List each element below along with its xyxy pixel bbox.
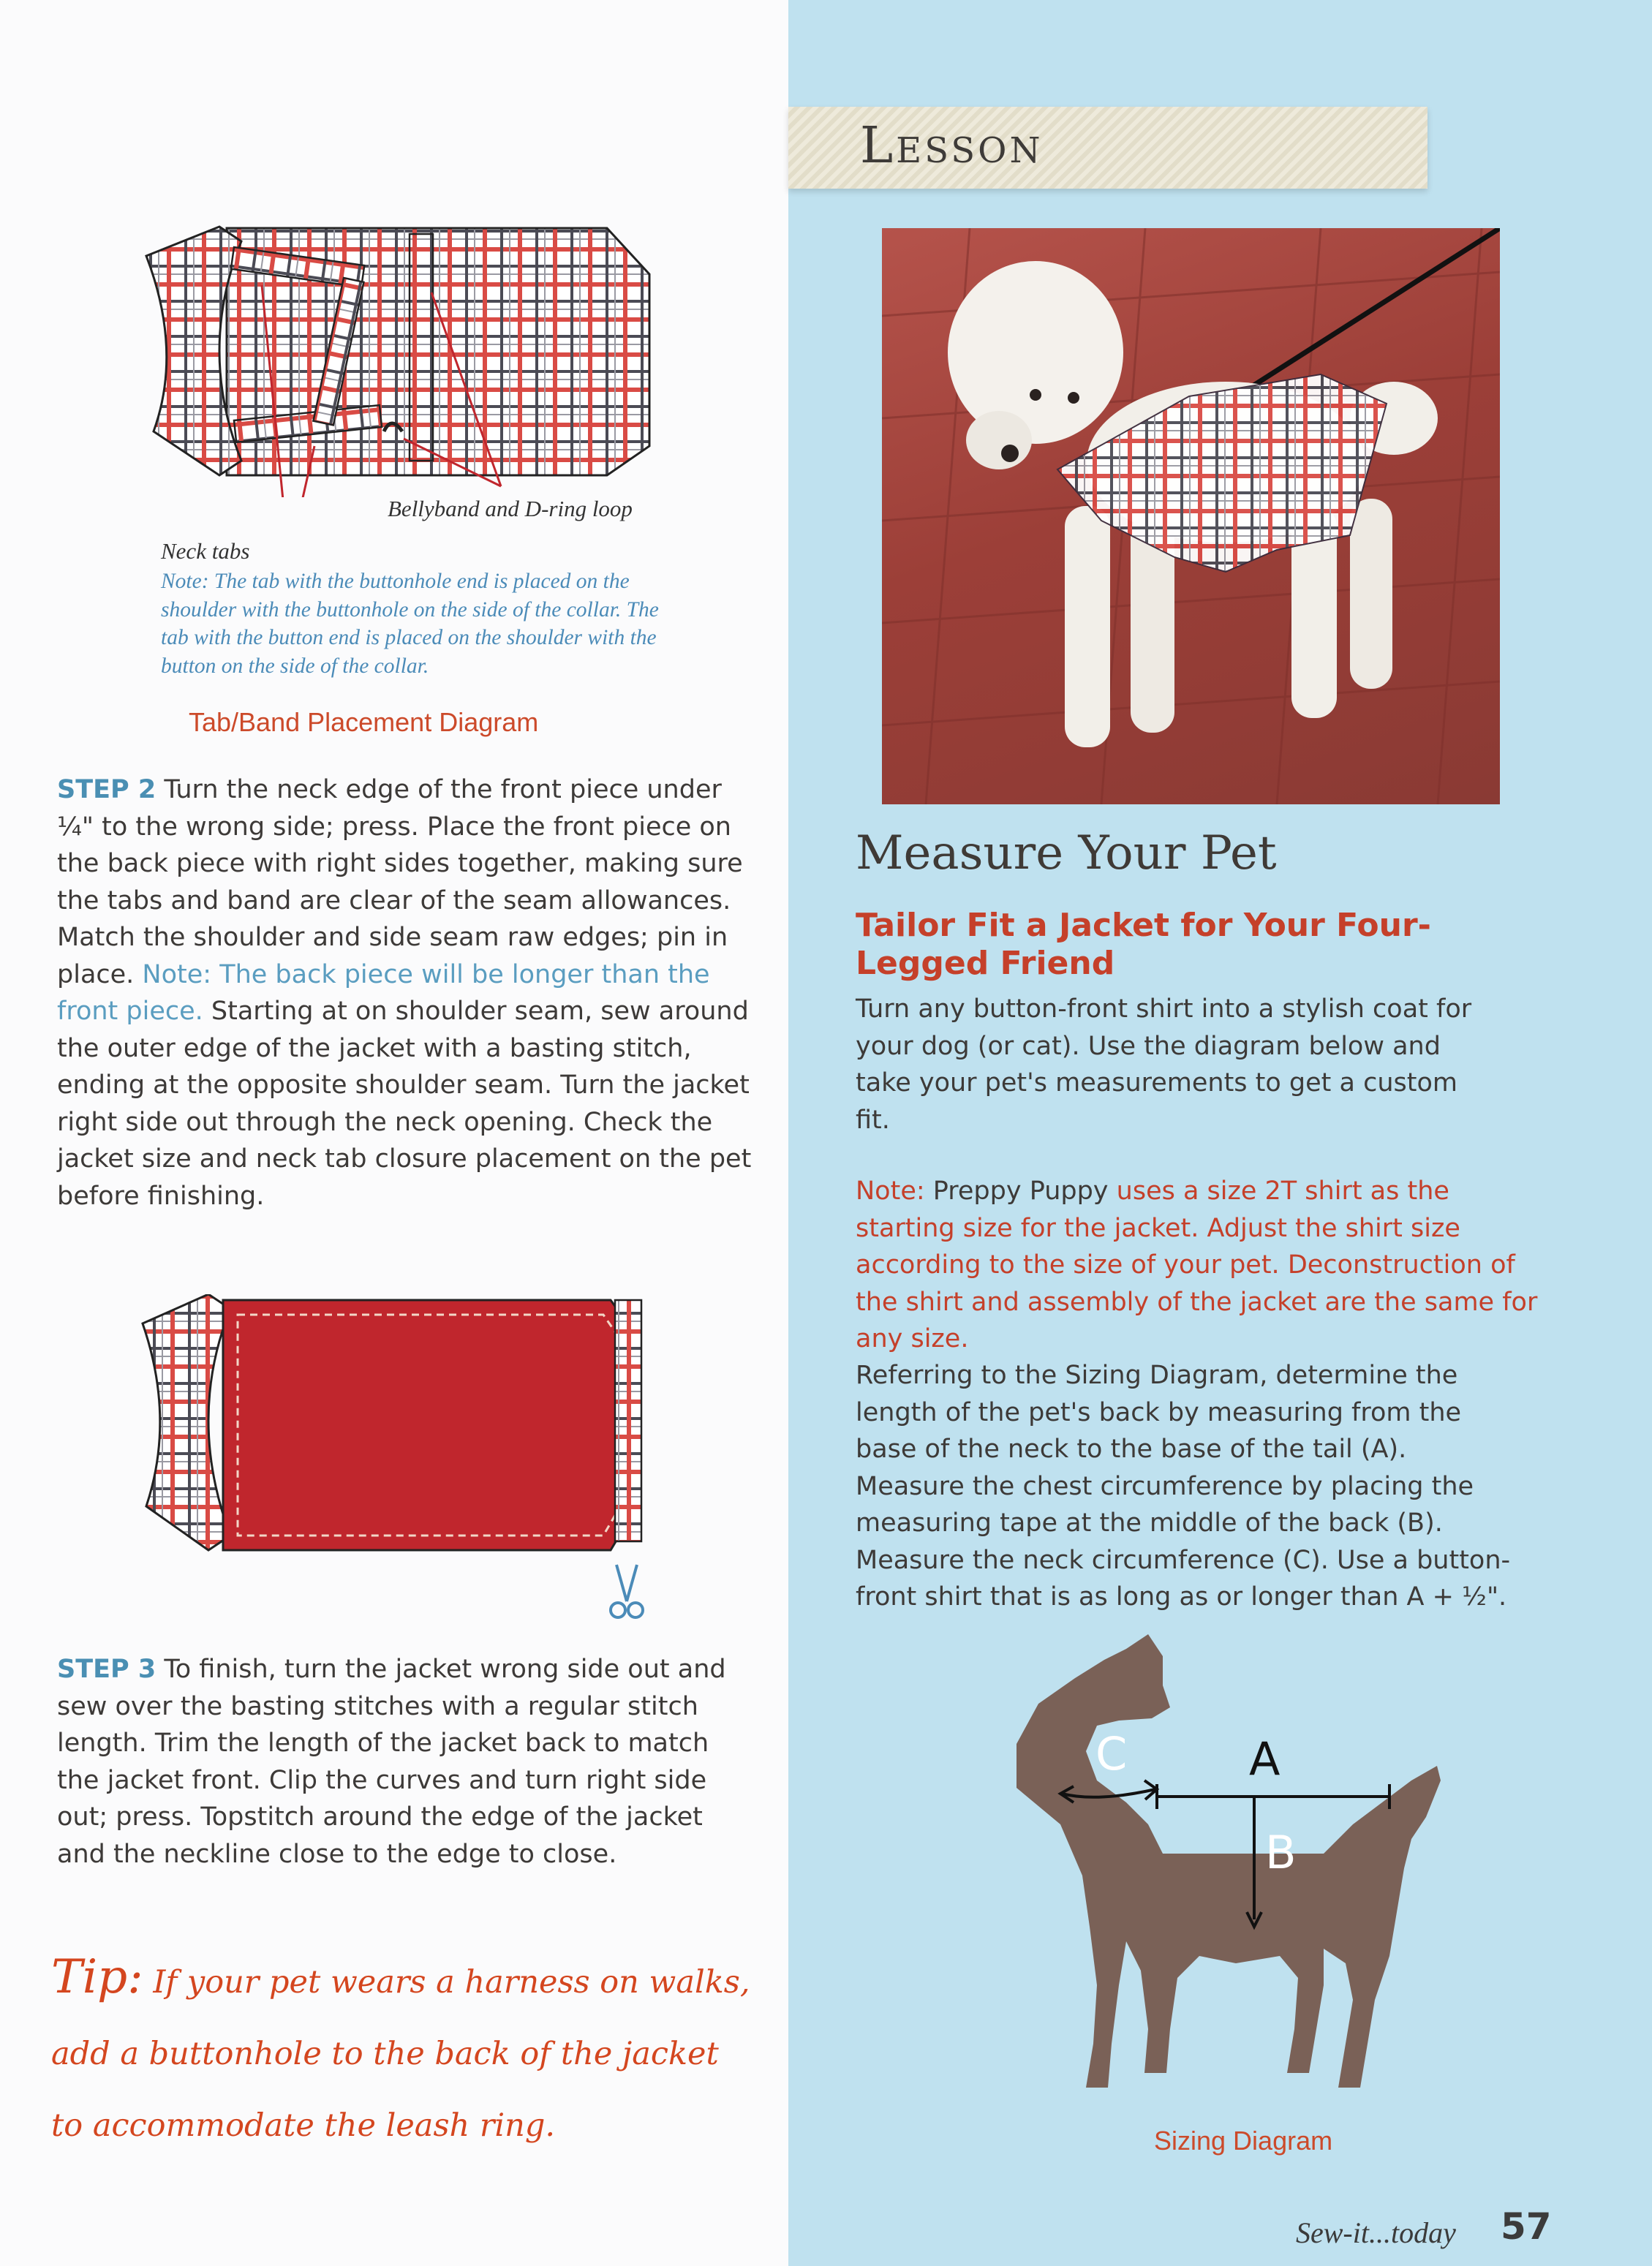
step2-paragraph xyxy=(57,771,755,1215)
step2-text-a: Turn the neck edge of the front piece under ¼" to the wrong side; press. Place the front piece on the back piece with right sides together, making sure the tabs and band are clear of the seam allowances. Match the shoulder and side seam raw edges; pin in place. xyxy=(57,775,743,989)
step3-text: To finish, turn the jacket wrong side out and sew over the basting stitches with a regular stitch length. Trim the length of the jacket back to match the jacket front. Clip the curves and turn right side out; press. Topstitch around the edge of the jacket and the neckline close to the edge to close. xyxy=(57,1655,726,1869)
label-b: B xyxy=(1265,1826,1297,1879)
step3-paragraph xyxy=(57,1651,755,1873)
tip-callout xyxy=(51,1941,753,2161)
intro-paragraph: Turn any button-front shirt into a stylish coat for your dog (or cat). Use the diagram below and take your pet's measurements to get a custom fit. xyxy=(856,994,1472,1135)
magazine-name: Sew-it...today xyxy=(1296,2216,1456,2249)
step3-label: STEP 3 xyxy=(57,1655,156,1684)
bellyband-label: Bellyband and D-ring loop xyxy=(388,496,633,521)
sizing-caption: Sizing Diagram xyxy=(1154,2126,1333,2156)
lesson-label: Lesson xyxy=(860,117,1044,175)
scissors-icon xyxy=(611,1565,643,1617)
tab-band-caption: Tab/Band Placement Diagram xyxy=(189,707,539,737)
sizing-diagram xyxy=(1017,1634,1455,2102)
step2-text-b: Starting at on shoulder seam, sew around the outer edge of the jacket with a basting stitch, ending at the opposite shoulder seam. Turn the jacket right side out through the neck opening. Check the jacket size and neck tab closure placement on the pet before finishing. xyxy=(57,997,752,1211)
tip-text: If your pet wears a harness on walks, add a buttonhole to the back of the jacket to accommodate the leash ring. xyxy=(51,1964,750,2144)
neck-tabs-label: Neck tabs xyxy=(161,538,250,564)
basted-jacket-diagram xyxy=(135,1294,662,1623)
subtitle: Tailor Fit a Jacket for Your Four-Legged Friend xyxy=(856,907,1431,982)
note-name: Preppy Puppy xyxy=(924,1177,1109,1206)
label-a: A xyxy=(1249,1732,1281,1786)
body-paragraph: Referring to the Sizing Diagram, determine the length of the pet's back by measuring from the base of the neck to the base of the tail (A). Measure the chest circumference by placing the measuring tape at the middle of the back (B). Measure the neck circumference (C). Use a button-front shirt that is as long as or longer than A + ½". xyxy=(856,1361,1511,1612)
tip-lead: Tip: xyxy=(51,1950,143,2004)
dog-silhouette xyxy=(1017,1634,1441,2088)
note-lead: Note: xyxy=(856,1177,925,1206)
page-number: 57 xyxy=(1501,2205,1552,2248)
label-c: C xyxy=(1095,1727,1128,1780)
note-paragraph xyxy=(856,1173,1550,1358)
step2-note: Note: The back piece will be longer than the front piece. xyxy=(57,959,710,1026)
note-rest: uses a size 2T shirt as the starting size for the jacket. Adjust the shirt size according to the size of your pet. Deconstruction of the shirt and assembly of the jacket are the same for any size. xyxy=(856,1177,1538,1353)
step2-label: STEP 2 xyxy=(57,775,156,804)
page-title: Measure Your Pet xyxy=(856,826,1277,880)
tab-band-placement-diagram xyxy=(132,212,673,497)
lesson-banner xyxy=(788,107,1427,189)
dog-photo xyxy=(882,228,1500,804)
diagram-note: Note: The tab with the buttonhole end is placed on the shoulder with the buttonhole on the side of the collar. The tab with the button end is placed on the shoulder with the button on the side of the collar. xyxy=(161,570,659,678)
